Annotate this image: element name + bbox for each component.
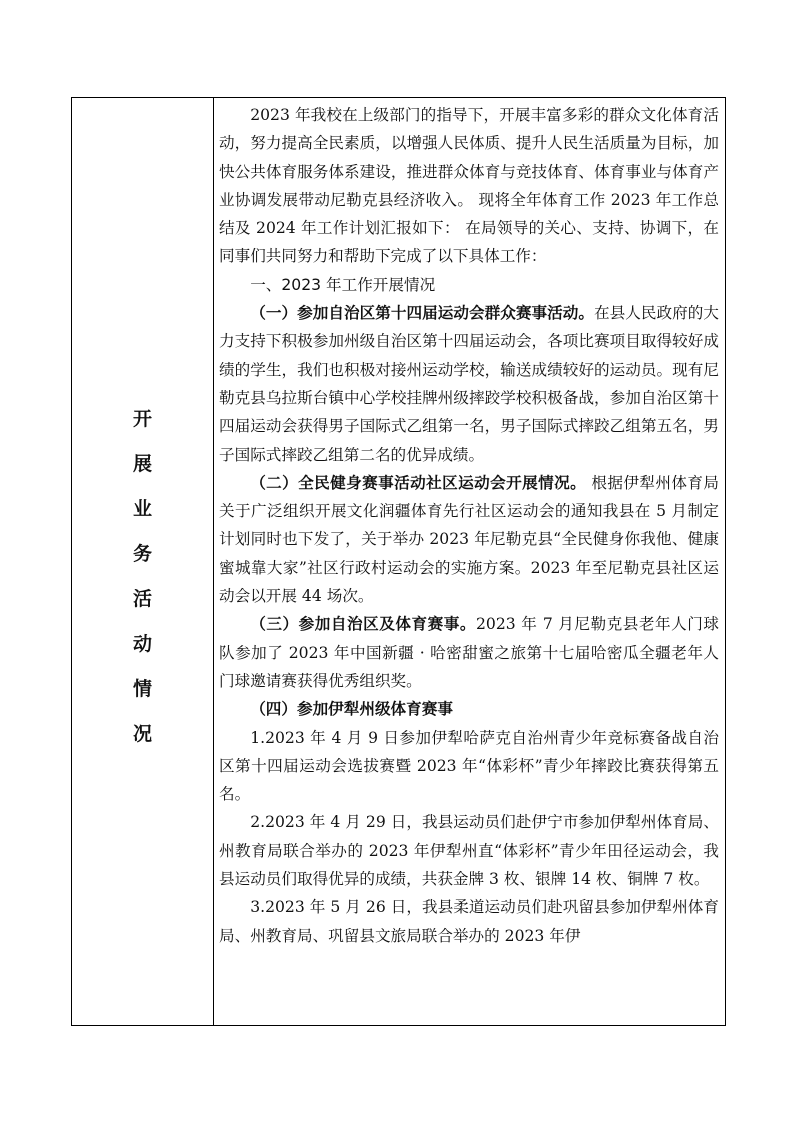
subsection-paragraph [219,299,719,469]
subsection-paragraph [219,695,719,723]
subsection-title: （二）全民健身赛事活动社区运动会开展情况。 [250,473,587,492]
subsection-text: 在县人民政府的大力支持下积极参加州级自治区第十四届运动会，各项比赛项目取得较好成绩的学生，我们也积极对接州运动学校，输送成绩较好的运动员。现有尼勒克县乌拉斯台镇中心学校挂牌州级摔跤学校积极备战，参加自治区第十四届运动会获得男子国际式乙组第一名，男子国际式摔跤乙组第五名，男子国际式摔跤乙组第二名的优异成绩。 [219,304,719,464]
subsection-paragraph [219,469,719,610]
report-table [71,97,726,1026]
subsection-title: （三）参加自治区及体育赛事。 [250,615,477,634]
subsection-text: 2023 年 7 月尼勒克县老年人门球队参加了 2023 年中国新疆 · 哈密甜蜜之旅第十七届哈密瓜全疆老年人门球邀请赛获得优秀组织奖。 [219,615,719,690]
subsection-paragraph [219,610,719,695]
subsection-title: （四）参加伊犁州级体育赛事 [250,700,453,719]
section-label-char: 况 [132,723,152,745]
section-label-char: 活 [132,588,152,610]
section-label-char: 业 [132,498,152,520]
list-item-paragraph: 2.2023 年 4 月 29 日，我县运动员们赴伊宁市参加伊犁州体育局、州教育局联合举办的 2023 年伊犁州直“体彩杯”青少年田径运动会，我县运动员们取得优异的成绩，共获金牌 3 枚、银牌 14 枚、铜牌 7 枚。 [219,813,719,889]
list-item-paragraph: 1.2023 年 4 月 9 日参加伊犁哈萨克自治州青少年竞标赛备战自治区第十四届运动会选拔赛暨 2023 年“体彩杯”青少年摔跤比赛获得第五名。 [219,728,719,804]
section-label-char: 情 [132,678,152,700]
section-label-char: 展 [132,453,152,475]
section-heading: 一、2023 年工作开展情况 [250,275,436,294]
section-label-char: 务 [132,543,152,565]
intro-paragraph: 2023 年我校在上级部门的指导下，开展丰富多彩的群众文化体育活动，努力提高全民素质，以增强人民体质、提升人民生活质量为目标，加快公共体育服务体系建设，推进群众体育与竞技体育、体育事业与体育产业协调发展带动尼勒克县经济收入。 现将全年体育工作 2023 年工作总结及 2024 年工作计划汇报如下： 在局领导的关心、支持、协调下，在同事们共同努力和帮助下完成了以下具体工作： [219,106,719,266]
list-item-paragraph: 3.2023 年 5 月 26 日，我县柔道运动员们赴巩留县参加伊犁州体育局、州教育局、巩留县文旅局联合举办的 2023 年伊 [219,898,719,945]
section-label-char: 开 [132,408,152,430]
content-cell [219,101,719,950]
section-label-cell [72,98,213,1025]
section-label-char: 动 [132,633,152,655]
column-divider [213,98,214,1025]
subsection-text: 根据伊犁州体育局关于广泛组织开展文化润疆体育先行社区运动会的通知我县在 5 月制定计划同时也下发了，关于举办 2023 年尼勒克县“全民健身你我他、健康蜜城靠大家”社区行政村运动会的实施方案。2023 年至尼勒克县社区运动会以开展 44 场次。 [219,473,719,606]
subsection-title: （一）参加自治区第十四届运动会群众赛事活动。 [250,304,594,323]
